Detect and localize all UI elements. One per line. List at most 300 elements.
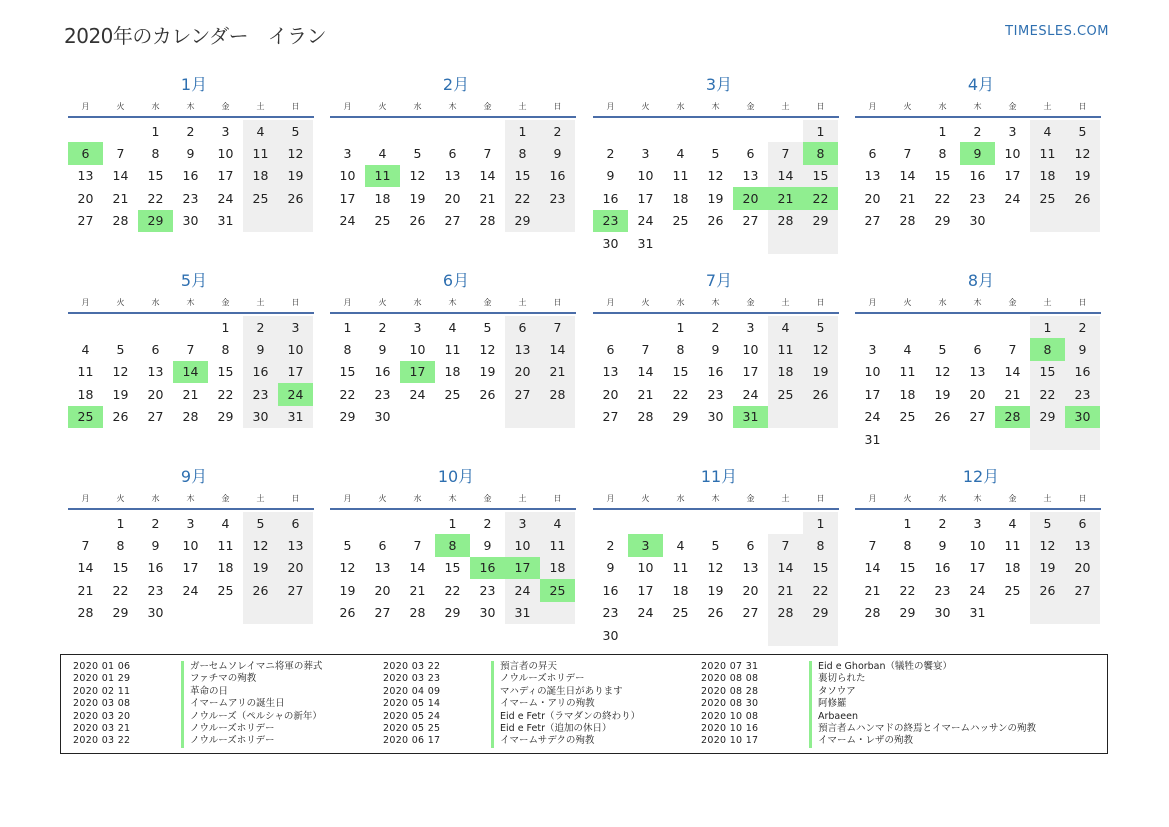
- day-cell[interactable]: 24: [217, 190, 234, 206]
- day-cell[interactable]: 26: [243, 579, 278, 601]
- day-cell[interactable]: 21: [768, 187, 803, 209]
- day-cell[interactable]: 12: [934, 364, 951, 380]
- day-cell[interactable]: 25: [672, 213, 689, 229]
- day-cell[interactable]: 23: [593, 210, 628, 232]
- day-cell[interactable]: 23: [147, 582, 164, 598]
- day-cell[interactable]: 8: [505, 142, 540, 164]
- day-cell[interactable]: 15: [672, 364, 689, 380]
- day-cell[interactable]: 21: [899, 190, 916, 206]
- day-cell[interactable]: 24: [742, 386, 759, 402]
- day-cell[interactable]: 5: [711, 146, 720, 162]
- day-cell[interactable]: 5: [413, 146, 422, 162]
- day-cell[interactable]: 28: [899, 213, 916, 229]
- day-cell[interactable]: 7: [641, 342, 650, 358]
- day-cell[interactable]: 25: [540, 579, 575, 601]
- day-cell[interactable]: 13: [444, 168, 461, 184]
- day-cell[interactable]: 19: [339, 582, 356, 598]
- day-cell[interactable]: 9: [540, 142, 575, 164]
- day-cell[interactable]: 11: [243, 142, 278, 164]
- day-cell[interactable]: 29: [112, 605, 129, 621]
- day-cell[interactable]: 1: [903, 515, 912, 531]
- day-cell[interactable]: 4: [768, 316, 803, 338]
- day-cell[interactable]: 27: [742, 213, 759, 229]
- day-cell[interactable]: 24: [637, 213, 654, 229]
- day-cell[interactable]: 12: [479, 342, 496, 358]
- day-cell[interactable]: 8: [221, 342, 230, 358]
- day-cell[interactable]: 27: [505, 383, 540, 405]
- day-cell[interactable]: 13: [969, 364, 986, 380]
- day-cell[interactable]: 12: [803, 338, 838, 360]
- day-cell[interactable]: 11: [365, 165, 400, 187]
- day-cell[interactable]: 18: [899, 386, 916, 402]
- day-cell[interactable]: 29: [339, 409, 356, 425]
- day-cell[interactable]: 17: [1004, 168, 1021, 184]
- day-cell[interactable]: 24: [182, 582, 199, 598]
- day-cell[interactable]: 7: [903, 146, 912, 162]
- day-cell[interactable]: 29: [505, 210, 540, 232]
- day-cell[interactable]: 21: [182, 386, 199, 402]
- day-cell[interactable]: 21: [540, 361, 575, 383]
- day-cell[interactable]: 10: [1004, 146, 1021, 162]
- day-cell[interactable]: 27: [602, 409, 619, 425]
- day-cell[interactable]: 3: [628, 534, 663, 556]
- day-cell[interactable]: 4: [676, 146, 685, 162]
- day-cell[interactable]: 13: [147, 364, 164, 380]
- day-cell[interactable]: 4: [1030, 120, 1065, 142]
- day-cell[interactable]: 2: [483, 515, 492, 531]
- day-cell[interactable]: 7: [540, 316, 575, 338]
- day-cell[interactable]: 10: [182, 538, 199, 554]
- day-cell[interactable]: 2: [973, 123, 982, 139]
- day-cell[interactable]: 17: [969, 560, 986, 576]
- day-cell[interactable]: 28: [409, 605, 426, 621]
- day-cell[interactable]: 24: [278, 383, 313, 405]
- day-cell[interactable]: 9: [960, 142, 995, 164]
- day-cell[interactable]: 18: [1030, 165, 1065, 187]
- day-cell[interactable]: 8: [803, 142, 838, 164]
- day-cell[interactable]: 11: [1004, 538, 1021, 554]
- day-cell[interactable]: 15: [147, 168, 164, 184]
- day-cell[interactable]: 30: [602, 235, 619, 251]
- day-cell[interactable]: 15: [934, 168, 951, 184]
- day-cell[interactable]: 8: [435, 534, 470, 556]
- day-cell[interactable]: 9: [151, 538, 160, 554]
- day-cell[interactable]: 4: [1008, 515, 1017, 531]
- day-cell[interactable]: 27: [77, 213, 94, 229]
- day-cell[interactable]: 22: [339, 386, 356, 402]
- day-cell[interactable]: 10: [742, 342, 759, 358]
- day-cell[interactable]: 6: [151, 342, 160, 358]
- day-cell[interactable]: 18: [374, 190, 391, 206]
- day-cell[interactable]: 18: [77, 386, 94, 402]
- day-cell[interactable]: 17: [637, 190, 654, 206]
- day-cell[interactable]: 17: [742, 364, 759, 380]
- day-cell[interactable]: 13: [742, 168, 759, 184]
- day-cell[interactable]: 29: [217, 409, 234, 425]
- day-cell[interactable]: 13: [278, 534, 313, 556]
- day-cell[interactable]: 1: [938, 123, 947, 139]
- day-cell[interactable]: 1: [1030, 316, 1065, 338]
- day-cell[interactable]: 31: [637, 235, 654, 251]
- day-cell[interactable]: 7: [413, 538, 422, 554]
- day-cell[interactable]: 18: [540, 557, 575, 579]
- day-cell[interactable]: 30: [969, 213, 986, 229]
- day-cell[interactable]: 20: [278, 557, 313, 579]
- day-cell[interactable]: 1: [803, 120, 838, 142]
- day-cell[interactable]: 20: [147, 386, 164, 402]
- day-cell[interactable]: 19: [1065, 165, 1100, 187]
- day-cell[interactable]: 5: [1030, 512, 1065, 534]
- day-cell[interactable]: 14: [479, 168, 496, 184]
- day-cell[interactable]: 5: [278, 120, 313, 142]
- day-cell[interactable]: 3: [186, 515, 195, 531]
- day-cell[interactable]: 3: [505, 512, 540, 534]
- day-cell[interactable]: 25: [374, 213, 391, 229]
- day-cell[interactable]: 24: [637, 605, 654, 621]
- day-cell[interactable]: 2: [606, 146, 615, 162]
- day-cell[interactable]: 29: [803, 210, 838, 232]
- day-cell[interactable]: 26: [409, 213, 426, 229]
- day-cell[interactable]: 5: [938, 342, 947, 358]
- day-cell[interactable]: 23: [243, 383, 278, 405]
- day-cell[interactable]: 15: [1030, 361, 1065, 383]
- day-cell[interactable]: 16: [602, 190, 619, 206]
- day-cell[interactable]: 16: [182, 168, 199, 184]
- day-cell[interactable]: 24: [505, 579, 540, 601]
- day-cell[interactable]: 28: [637, 409, 654, 425]
- day-cell[interactable]: 6: [746, 538, 755, 554]
- day-cell[interactable]: 6: [606, 342, 615, 358]
- day-cell[interactable]: 9: [378, 342, 387, 358]
- day-cell[interactable]: 19: [479, 364, 496, 380]
- day-cell[interactable]: 16: [602, 582, 619, 598]
- day-cell[interactable]: 19: [243, 557, 278, 579]
- day-cell[interactable]: 16: [934, 560, 951, 576]
- day-cell[interactable]: 27: [278, 579, 313, 601]
- day-cell[interactable]: 6: [973, 342, 982, 358]
- day-cell[interactable]: 2: [186, 123, 195, 139]
- day-cell[interactable]: 29: [1030, 406, 1065, 428]
- day-cell[interactable]: 3: [278, 316, 313, 338]
- day-cell[interactable]: 12: [409, 168, 426, 184]
- day-cell[interactable]: 19: [409, 190, 426, 206]
- day-cell[interactable]: 16: [540, 165, 575, 187]
- day-cell[interactable]: 22: [803, 579, 838, 601]
- day-cell[interactable]: 7: [1008, 342, 1017, 358]
- day-cell[interactable]: 13: [864, 168, 881, 184]
- day-cell[interactable]: 19: [707, 582, 724, 598]
- day-cell[interactable]: 16: [374, 364, 391, 380]
- day-cell[interactable]: 12: [1030, 534, 1065, 556]
- day-cell[interactable]: 28: [768, 210, 803, 232]
- day-cell[interactable]: 23: [934, 582, 951, 598]
- day-cell[interactable]: 22: [444, 582, 461, 598]
- day-cell[interactable]: 31: [864, 431, 881, 447]
- day-cell[interactable]: 13: [505, 338, 540, 360]
- day-cell[interactable]: 1: [803, 512, 838, 534]
- day-cell[interactable]: 13: [374, 560, 391, 576]
- day-cell[interactable]: 6: [278, 512, 313, 534]
- day-cell[interactable]: 6: [68, 142, 103, 164]
- day-cell[interactable]: 25: [899, 409, 916, 425]
- day-cell[interactable]: 28: [479, 213, 496, 229]
- day-cell[interactable]: 5: [803, 316, 838, 338]
- day-cell[interactable]: 17: [278, 361, 313, 383]
- day-cell[interactable]: 3: [973, 515, 982, 531]
- day-cell[interactable]: 23: [479, 582, 496, 598]
- day-cell[interactable]: 18: [217, 560, 234, 576]
- day-cell[interactable]: 22: [147, 190, 164, 206]
- day-cell[interactable]: 22: [899, 582, 916, 598]
- day-cell[interactable]: 27: [969, 409, 986, 425]
- day-cell[interactable]: 1: [116, 515, 125, 531]
- day-cell[interactable]: 28: [768, 602, 803, 624]
- day-cell[interactable]: 26: [339, 605, 356, 621]
- day-cell[interactable]: 15: [339, 364, 356, 380]
- day-cell[interactable]: 22: [217, 386, 234, 402]
- day-cell[interactable]: 29: [934, 213, 951, 229]
- day-cell[interactable]: 24: [969, 582, 986, 598]
- day-cell[interactable]: 12: [278, 142, 313, 164]
- day-cell[interactable]: 5: [1065, 120, 1100, 142]
- day-cell[interactable]: 2: [938, 515, 947, 531]
- day-cell[interactable]: 8: [676, 342, 685, 358]
- day-cell[interactable]: 12: [243, 534, 278, 556]
- day-cell[interactable]: 13: [77, 168, 94, 184]
- day-cell[interactable]: 7: [81, 538, 90, 554]
- day-cell[interactable]: 20: [505, 361, 540, 383]
- day-cell[interactable]: 11: [217, 538, 234, 554]
- day-cell[interactable]: 9: [243, 338, 278, 360]
- day-cell[interactable]: 25: [444, 386, 461, 402]
- day-cell[interactable]: 3: [868, 342, 877, 358]
- day-cell[interactable]: 3: [1008, 123, 1017, 139]
- day-cell[interactable]: 12: [339, 560, 356, 576]
- day-cell[interactable]: 31: [217, 213, 234, 229]
- day-cell[interactable]: 2: [243, 316, 278, 338]
- day-cell[interactable]: 7: [483, 146, 492, 162]
- day-cell[interactable]: 27: [444, 213, 461, 229]
- day-cell[interactable]: 5: [243, 512, 278, 534]
- day-cell[interactable]: 30: [182, 213, 199, 229]
- day-cell[interactable]: 8: [938, 146, 947, 162]
- day-cell[interactable]: 16: [147, 560, 164, 576]
- day-cell[interactable]: 11: [77, 364, 94, 380]
- day-cell[interactable]: 9: [186, 146, 195, 162]
- day-cell[interactable]: 26: [934, 409, 951, 425]
- day-cell[interactable]: 10: [505, 534, 540, 556]
- day-cell[interactable]: 15: [803, 165, 838, 187]
- day-cell[interactable]: 23: [540, 187, 575, 209]
- day-cell[interactable]: 18: [768, 361, 803, 383]
- day-cell[interactable]: 15: [803, 557, 838, 579]
- day-cell[interactable]: 26: [1065, 187, 1100, 209]
- day-cell[interactable]: 17: [637, 582, 654, 598]
- day-cell[interactable]: 4: [448, 319, 457, 335]
- day-cell[interactable]: 8: [116, 538, 125, 554]
- day-cell[interactable]: 5: [711, 538, 720, 554]
- day-cell[interactable]: 5: [116, 342, 125, 358]
- day-cell[interactable]: 20: [602, 386, 619, 402]
- day-cell[interactable]: 25: [1004, 582, 1021, 598]
- day-cell[interactable]: 27: [742, 605, 759, 621]
- day-cell[interactable]: 14: [409, 560, 426, 576]
- day-cell[interactable]: 13: [742, 560, 759, 576]
- day-cell[interactable]: 6: [448, 146, 457, 162]
- day-cell[interactable]: 27: [1065, 579, 1100, 601]
- day-cell[interactable]: 6: [746, 146, 755, 162]
- day-cell[interactable]: 31: [969, 605, 986, 621]
- day-cell[interactable]: 21: [637, 386, 654, 402]
- day-cell[interactable]: 26: [278, 187, 313, 209]
- day-cell[interactable]: 11: [1030, 142, 1065, 164]
- day-cell[interactable]: 14: [899, 168, 916, 184]
- day-cell[interactable]: 30: [147, 605, 164, 621]
- day-cell[interactable]: 4: [378, 146, 387, 162]
- day-cell[interactable]: 9: [606, 560, 615, 576]
- day-cell[interactable]: 28: [182, 409, 199, 425]
- day-cell[interactable]: 7: [768, 534, 803, 556]
- day-cell[interactable]: 17: [339, 190, 356, 206]
- day-cell[interactable]: 29: [803, 602, 838, 624]
- day-cell[interactable]: 2: [378, 319, 387, 335]
- day-cell[interactable]: 23: [1065, 383, 1100, 405]
- day-cell[interactable]: 14: [768, 557, 803, 579]
- day-cell[interactable]: 20: [864, 190, 881, 206]
- day-cell[interactable]: 28: [540, 383, 575, 405]
- day-cell[interactable]: 1: [505, 120, 540, 142]
- day-cell[interactable]: 29: [138, 210, 173, 232]
- day-cell[interactable]: 10: [864, 364, 881, 380]
- day-cell[interactable]: 25: [217, 582, 234, 598]
- day-cell[interactable]: 12: [707, 168, 724, 184]
- day-cell[interactable]: 16: [707, 364, 724, 380]
- day-cell[interactable]: 9: [483, 538, 492, 554]
- day-cell[interactable]: 11: [672, 168, 689, 184]
- day-cell[interactable]: 21: [864, 582, 881, 598]
- day-cell[interactable]: 17: [182, 560, 199, 576]
- day-cell[interactable]: 30: [374, 409, 391, 425]
- day-cell[interactable]: 21: [409, 582, 426, 598]
- day-cell[interactable]: 10: [217, 146, 234, 162]
- day-cell[interactable]: 10: [969, 538, 986, 554]
- day-cell[interactable]: 31: [733, 406, 768, 428]
- day-cell[interactable]: 14: [637, 364, 654, 380]
- day-cell[interactable]: 15: [899, 560, 916, 576]
- day-cell[interactable]: 30: [934, 605, 951, 621]
- day-cell[interactable]: 7: [116, 146, 125, 162]
- day-cell[interactable]: 27: [147, 409, 164, 425]
- day-cell[interactable]: 30: [1065, 406, 1100, 428]
- day-cell[interactable]: 20: [969, 386, 986, 402]
- day-cell[interactable]: 11: [444, 342, 461, 358]
- day-cell[interactable]: 8: [803, 534, 838, 556]
- day-cell[interactable]: 25: [243, 187, 278, 209]
- day-cell[interactable]: 21: [112, 190, 129, 206]
- day-cell[interactable]: 19: [278, 165, 313, 187]
- day-cell[interactable]: 18: [1004, 560, 1021, 576]
- day-cell[interactable]: 19: [707, 190, 724, 206]
- day-cell[interactable]: 8: [343, 342, 352, 358]
- brand-link[interactable]: TIMESLES.COM: [1005, 24, 1109, 39]
- day-cell[interactable]: 3: [746, 319, 755, 335]
- day-cell[interactable]: 3: [413, 319, 422, 335]
- day-cell[interactable]: 8: [151, 146, 160, 162]
- day-cell[interactable]: 28: [77, 605, 94, 621]
- day-cell[interactable]: 11: [540, 534, 575, 556]
- day-cell[interactable]: 20: [374, 582, 391, 598]
- day-cell[interactable]: 26: [707, 213, 724, 229]
- day-cell[interactable]: 3: [221, 123, 230, 139]
- day-cell[interactable]: 22: [112, 582, 129, 598]
- day-cell[interactable]: 9: [606, 168, 615, 184]
- day-cell[interactable]: 6: [378, 538, 387, 554]
- day-cell[interactable]: 6: [1065, 512, 1100, 534]
- day-cell[interactable]: 21: [77, 582, 94, 598]
- day-cell[interactable]: 4: [676, 538, 685, 554]
- day-cell[interactable]: 2: [1065, 316, 1100, 338]
- day-cell[interactable]: 26: [479, 386, 496, 402]
- day-cell[interactable]: 1: [448, 515, 457, 531]
- day-cell[interactable]: 29: [672, 409, 689, 425]
- day-cell[interactable]: 14: [768, 165, 803, 187]
- day-cell[interactable]: 17: [864, 386, 881, 402]
- day-cell[interactable]: 11: [768, 338, 803, 360]
- day-cell[interactable]: 11: [672, 560, 689, 576]
- day-cell[interactable]: 4: [243, 120, 278, 142]
- day-cell[interactable]: 16: [470, 557, 505, 579]
- day-cell[interactable]: 14: [112, 168, 129, 184]
- day-cell[interactable]: 30: [707, 409, 724, 425]
- day-cell[interactable]: 16: [1065, 361, 1100, 383]
- day-cell[interactable]: 14: [540, 338, 575, 360]
- day-cell[interactable]: 14: [864, 560, 881, 576]
- day-cell[interactable]: 25: [68, 406, 103, 428]
- day-cell[interactable]: 8: [1030, 338, 1065, 360]
- day-cell[interactable]: 5: [483, 319, 492, 335]
- day-cell[interactable]: 10: [339, 168, 356, 184]
- day-cell[interactable]: 22: [1030, 383, 1065, 405]
- day-cell[interactable]: 9: [711, 342, 720, 358]
- day-cell[interactable]: 1: [151, 123, 160, 139]
- day-cell[interactable]: 22: [672, 386, 689, 402]
- day-cell[interactable]: 20: [77, 190, 94, 206]
- day-cell[interactable]: 15: [112, 560, 129, 576]
- day-cell[interactable]: 16: [243, 361, 278, 383]
- day-cell[interactable]: 24: [339, 213, 356, 229]
- day-cell[interactable]: 19: [112, 386, 129, 402]
- day-cell[interactable]: 30: [602, 627, 619, 643]
- day-cell[interactable]: 15: [505, 165, 540, 187]
- day-cell[interactable]: 23: [707, 386, 724, 402]
- day-cell[interactable]: 31: [278, 406, 313, 428]
- day-cell[interactable]: 26: [707, 605, 724, 621]
- day-cell[interactable]: 21: [1004, 386, 1021, 402]
- day-cell[interactable]: 22: [803, 187, 838, 209]
- day-cell[interactable]: 11: [899, 364, 916, 380]
- day-cell[interactable]: 29: [444, 605, 461, 621]
- day-cell[interactable]: 21: [479, 190, 496, 206]
- day-cell[interactable]: 20: [733, 187, 768, 209]
- day-cell[interactable]: 31: [505, 602, 540, 624]
- day-cell[interactable]: 26: [112, 409, 129, 425]
- day-cell[interactable]: 20: [444, 190, 461, 206]
- day-cell[interactable]: 26: [803, 383, 838, 405]
- day-cell[interactable]: 16: [969, 168, 986, 184]
- day-cell[interactable]: 25: [768, 383, 803, 405]
- day-cell[interactable]: 29: [899, 605, 916, 621]
- day-cell[interactable]: 1: [221, 319, 230, 335]
